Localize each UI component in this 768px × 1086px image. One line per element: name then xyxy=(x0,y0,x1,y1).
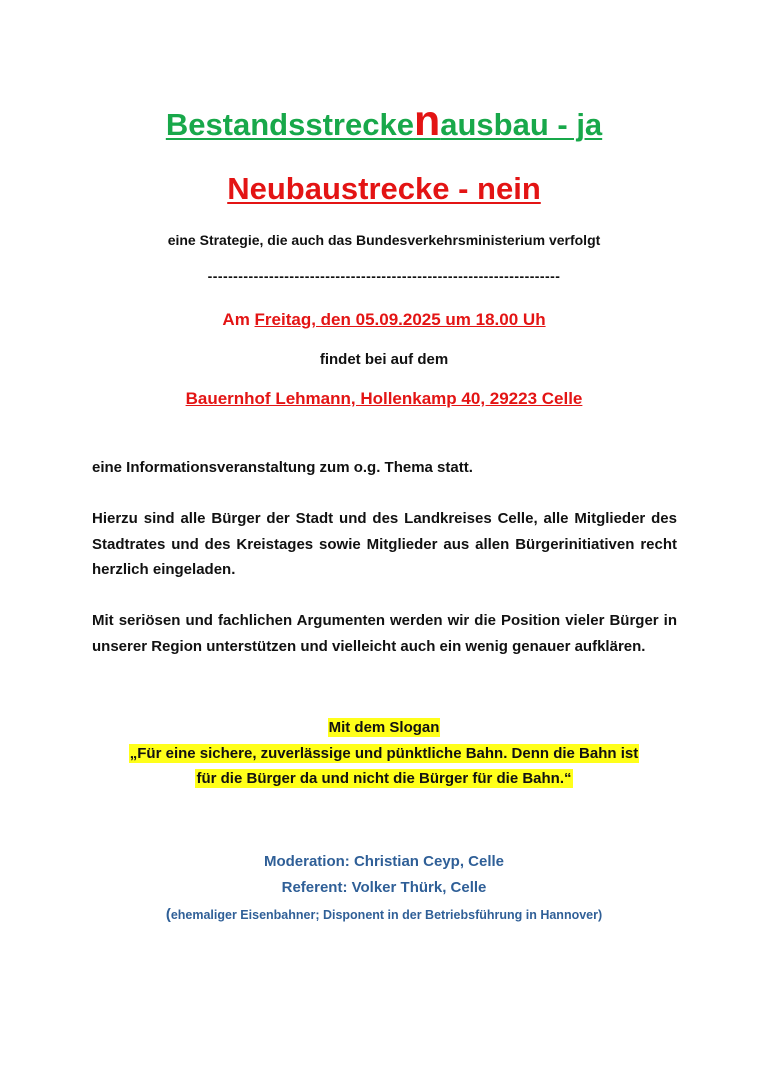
subtitle: eine Strategie, die auch das Bundesverkehrsministerium verfolgt xyxy=(167,232,601,248)
slogan-line1: „Für eine sichere, zuverlässige und pünktliche Bahn. Denn die Bahn ist xyxy=(129,744,639,762)
referent-note-text: ehemaliger Eisenbahner; Disponent in der Betriebsführung in Hannover) xyxy=(170,908,603,922)
headline-big-letter: n xyxy=(413,97,441,145)
slogan-line2: für die Bürger da und nicht die Bürger für die Bahn.“ xyxy=(196,770,572,787)
referent-note xyxy=(0,906,768,923)
event-findet: findet bei auf dem xyxy=(319,351,449,368)
event-date-value: Freitag, den 05.09.2025 um 18.00 Uh xyxy=(254,310,546,329)
headline-part2: ausbau - ja xyxy=(440,107,603,142)
headline-neubaustrecke: Neubaustrecke - nein xyxy=(227,171,541,206)
paragraph-invitation: Hierzu sind alle Bürger der Stadt und des Landkreises Celle, alle Mitglieder des Stadtrates und des Kreistages sowie Mitglieder aus allen Bürgerinitiativen recht herzlich eingeladen. xyxy=(92,510,677,578)
moderation-credit: Moderation: Christian Ceyp, Celle xyxy=(263,853,505,870)
headline-part1: Bestandsstrecke xyxy=(165,107,414,142)
slogan-block xyxy=(0,715,768,792)
referent-note-paren: ( xyxy=(165,906,171,923)
paragraph-arguments: Mit seriösen und fachlichen Argumenten werden wir die Position vieler Bürger in unserer Region unterstützen und vielleicht auch ein wenig genauer aufklären. xyxy=(92,612,677,655)
referent-credit: Referent: Volker Thürk, Celle xyxy=(281,879,487,896)
event-date xyxy=(0,310,768,330)
event-date-prefix: Am xyxy=(222,310,255,329)
paragraph-info: eine Informationsveranstaltung zum o.g. Thema statt. xyxy=(92,459,473,476)
slogan-intro: Mit dem Slogan xyxy=(328,719,440,736)
divider-line: --------------------------------------------------------------------- xyxy=(207,268,561,284)
headline-bestandsstrecke xyxy=(0,96,768,148)
event-venue: Bauernhof Lehmann, Hollenkamp 40, 29223 Celle xyxy=(185,389,583,408)
